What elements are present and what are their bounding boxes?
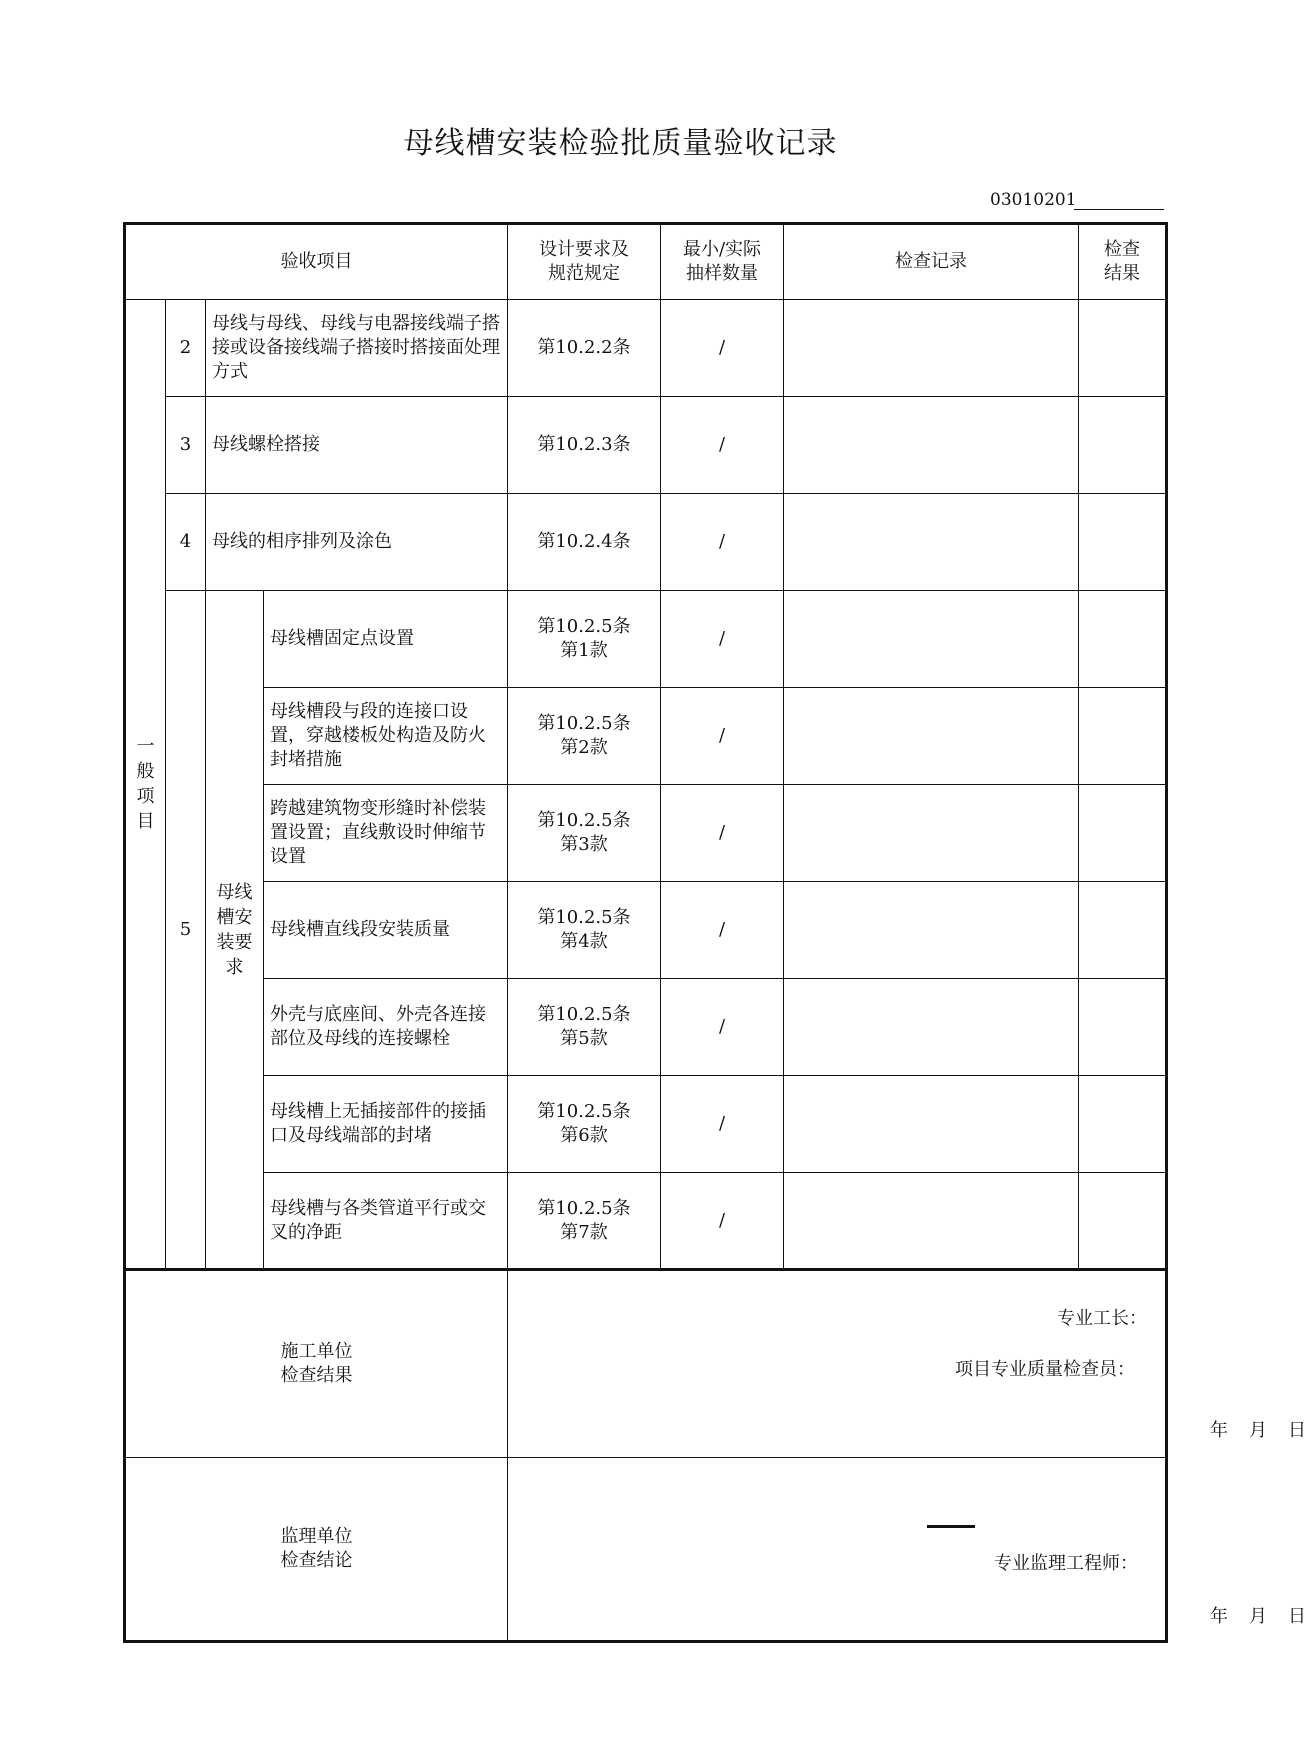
sub-item-standard: 第10.2.5条 第7款 bbox=[508, 1173, 661, 1270]
sub-item-standard: 第10.2.5条 第1款 bbox=[508, 591, 661, 688]
row-number: 4 bbox=[166, 494, 206, 591]
row-record[interactable] bbox=[784, 494, 1079, 591]
supervision-signature-area[interactable] bbox=[508, 1458, 1306, 1642]
table-row bbox=[125, 300, 1167, 397]
table-row bbox=[125, 494, 1167, 591]
row-record[interactable] bbox=[784, 397, 1079, 494]
sub-item-result[interactable] bbox=[1079, 882, 1167, 979]
sub-item-content: 母线槽固定点设置 bbox=[264, 591, 508, 688]
sub-item-standard: 第10.2.5条 第2款 bbox=[508, 688, 661, 785]
table-row bbox=[125, 1076, 1167, 1173]
row-record[interactable] bbox=[784, 300, 1079, 397]
sub-item-content: 母线槽直线段安装质量 bbox=[264, 882, 508, 979]
table-row bbox=[125, 979, 1167, 1076]
sub-item-result[interactable] bbox=[1079, 1173, 1167, 1270]
sub-item-record[interactable] bbox=[784, 1173, 1079, 1270]
dash-mark bbox=[927, 1525, 975, 1528]
construction-label: 施工单位 检查结果 bbox=[125, 1270, 508, 1458]
row-sample[interactable]: / bbox=[661, 494, 784, 591]
row-content: 母线螺栓搭接 bbox=[206, 397, 508, 494]
quality-inspector-label: 项目专业质量检查员： bbox=[955, 1359, 1135, 1380]
supervision-engineer-label: 专业监理工程师： bbox=[994, 1553, 1138, 1574]
sub-item-standard: 第10.2.5条 第6款 bbox=[508, 1076, 661, 1173]
group-label: 母线槽安装要求 bbox=[206, 591, 264, 1270]
header-record: 检查记录 bbox=[784, 224, 1079, 300]
row-result[interactable] bbox=[1079, 397, 1167, 494]
supervision-label: 监理单位 检查结论 bbox=[125, 1458, 508, 1642]
sub-item-standard: 第10.2.5条 第4款 bbox=[508, 882, 661, 979]
sub-item-sample[interactable]: / bbox=[661, 785, 784, 882]
page-title: 母线槽安装检验批质量验收记录 bbox=[403, 126, 838, 161]
category-general-items: 一般项目 bbox=[125, 300, 166, 1270]
header-item: 验收项目 bbox=[125, 224, 508, 300]
table-row bbox=[125, 688, 1167, 785]
sub-item-content: 跨越建筑物变形缝时补偿装置设置；直线敷设时伸缩节设置 bbox=[264, 785, 508, 882]
sub-item-standard: 第10.2.5条 第3款 bbox=[508, 785, 661, 882]
row-result[interactable] bbox=[1079, 300, 1167, 397]
sub-item-record[interactable] bbox=[784, 882, 1079, 979]
row-standard: 第10.2.2条 bbox=[508, 300, 661, 397]
sub-item-content: 母线槽段与段的连接口设置，穿越楼板处构造及防火封堵措施 bbox=[264, 688, 508, 785]
sub-item-content: 外壳与底座间、外壳各连接部位及母线的连接螺栓 bbox=[264, 979, 508, 1076]
form-code-blank[interactable] bbox=[1074, 209, 1164, 210]
row-sample[interactable]: / bbox=[661, 397, 784, 494]
day-label: 日 bbox=[1288, 1420, 1306, 1441]
table-row bbox=[125, 882, 1167, 979]
sub-item-sample[interactable]: / bbox=[661, 979, 784, 1076]
sub-item-record[interactable] bbox=[784, 688, 1079, 785]
sub-item-record[interactable] bbox=[784, 785, 1079, 882]
table-row bbox=[125, 591, 1167, 688]
sub-item-content: 母线槽与各类管道平行或交叉的净距 bbox=[264, 1173, 508, 1270]
month-label: 月 bbox=[1249, 1420, 1267, 1441]
sub-item-result[interactable] bbox=[1079, 979, 1167, 1076]
sub-item-sample[interactable]: / bbox=[661, 591, 784, 688]
sub-item-record[interactable] bbox=[784, 1076, 1079, 1173]
table-row bbox=[125, 397, 1167, 494]
sub-item-record[interactable] bbox=[784, 591, 1079, 688]
sub-item-sample[interactable]: / bbox=[661, 1076, 784, 1173]
row-content: 母线的相序排列及涂色 bbox=[206, 494, 508, 591]
sub-item-result[interactable] bbox=[1079, 688, 1167, 785]
table-row bbox=[125, 1173, 1167, 1270]
sub-item-sample[interactable]: / bbox=[661, 1173, 784, 1270]
sub-item-result[interactable] bbox=[1079, 591, 1167, 688]
month-label: 月 bbox=[1249, 1606, 1267, 1627]
row-number: 2 bbox=[166, 300, 206, 397]
sub-item-result[interactable] bbox=[1079, 785, 1167, 882]
sub-item-content: 母线槽上无插接部件的接插口及母线端部的封堵 bbox=[264, 1076, 508, 1173]
supervision-check-row bbox=[125, 1458, 1167, 1642]
inspection-table bbox=[123, 222, 1306, 1643]
year-label: 年 bbox=[1210, 1606, 1228, 1627]
header-standard: 设计要求及 规范规定 bbox=[508, 224, 661, 300]
header-result: 检查 结果 bbox=[1079, 224, 1167, 300]
sub-item-sample[interactable]: / bbox=[661, 688, 784, 785]
row-number: 3 bbox=[166, 397, 206, 494]
day-label: 日 bbox=[1288, 1606, 1306, 1627]
header-row bbox=[125, 224, 1167, 300]
header-sample: 最小/实际 抽样数量 bbox=[661, 224, 784, 300]
group-number: 5 bbox=[166, 591, 206, 1270]
sub-item-result[interactable] bbox=[1079, 1076, 1167, 1173]
row-content: 母线与母线、母线与电器接线端子搭接或设备接线端子搭接时搭接面处理方式 bbox=[206, 300, 508, 397]
foreman-label: 专业工长： bbox=[1057, 1308, 1147, 1329]
table-row bbox=[125, 785, 1167, 882]
year-label: 年 bbox=[1210, 1420, 1228, 1441]
construction-check-row bbox=[125, 1270, 1167, 1458]
construction-signature-area[interactable] bbox=[508, 1270, 1306, 1458]
row-sample[interactable]: / bbox=[661, 300, 784, 397]
sub-item-sample[interactable]: / bbox=[661, 882, 784, 979]
sub-item-record[interactable] bbox=[784, 979, 1079, 1076]
row-result[interactable] bbox=[1079, 494, 1167, 591]
sub-item-standard: 第10.2.5条 第5款 bbox=[508, 979, 661, 1076]
form-code: 03010201 bbox=[990, 190, 1077, 210]
row-standard: 第10.2.3条 bbox=[508, 397, 661, 494]
row-standard: 第10.2.4条 bbox=[508, 494, 661, 591]
